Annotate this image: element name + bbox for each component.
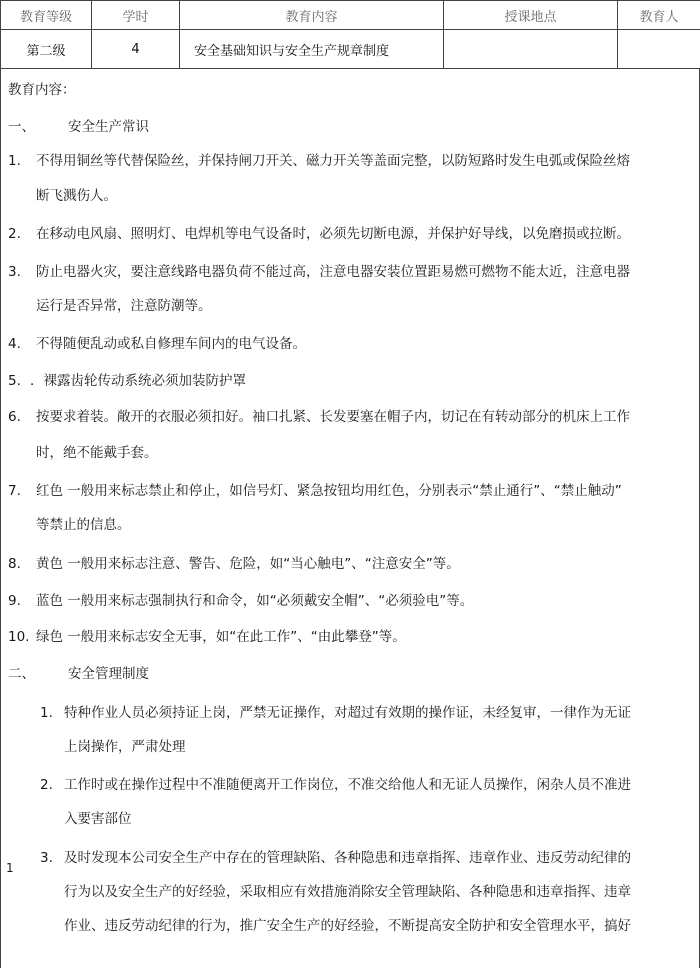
education-info-table — [0, 0, 700, 69]
table-cell: 4 — [92, 30, 180, 69]
list-item-number: 5. — [8, 371, 21, 391]
list-item-text: 行为以及安全生产的好经验，采取相应有效措施消除安全管理缺陷、各种隐患和违章指挥、违章 — [64, 882, 631, 902]
list-item-text: 上岗操作，严肃处理 — [64, 737, 186, 757]
header-cell: 授课地点 — [444, 1, 618, 30]
list-item-number: 1. — [40, 703, 53, 723]
list-item-text: 在移动电风扇、照明灯、电焊机等电气设备时，必须先切断电源，并保护好导线，以免磨损或拉断。 — [36, 224, 630, 244]
list-item-text: 作业、违反劳动纪律的行为，推广安全生产的好经验，不断提高安全防护和安全管理水平，搞好 — [64, 916, 631, 936]
page-number: 1 — [6, 861, 14, 875]
list-item-text: 等禁止的信息。 — [36, 515, 131, 535]
list-item-text: 断飞溅伤人。 — [36, 186, 117, 206]
header-cell: 教育内容 — [180, 1, 444, 30]
list-item-number: 6. — [8, 407, 21, 427]
list-item-text: 防止电器火灾，要注意线路电器负荷不能过高，注意电器安装位置距易燃可燃物不能太近，注意电器 — [36, 262, 630, 282]
list-item-number: 10. — [8, 627, 29, 647]
list-item-number: 2. — [40, 775, 53, 795]
list-item-text: 蓝色 一般用来标志强制执行和命令，如“必须戴安全帽”、“必须验电”等。 — [36, 591, 473, 611]
list-item-text: 运行是否异常，注意防潮等。 — [36, 296, 212, 316]
table-cell: 安全基础知识与安全生产规章制度 — [180, 30, 444, 69]
list-item-number: 1. — [8, 151, 21, 171]
list-item-text: ．裸露齿轮传动系统必须加装防护罩 — [30, 371, 246, 391]
list-item-number: 2. — [8, 224, 21, 244]
list-item-text: 特种作业人员必须持证上岗，严禁无证操作，对超过有效期的操作证，未经复审，一律作为无证 — [64, 703, 631, 723]
header-cell: 教育等级 — [1, 1, 92, 30]
list-item-text: 不得用铜丝等代替保险丝，并保持闸刀开关、磁力开关等盖面完整，以防短路时发生电弧或保险丝熔 — [36, 151, 630, 171]
section-title: 安全管理制度 — [68, 664, 149, 684]
list-item-text: 工作时或在操作过程中不准随便离开工作岗位，不准交给他人和无证人员操作，闲杂人员不准进 — [64, 775, 631, 795]
table-cell — [444, 30, 618, 69]
list-item-number: 3. — [8, 262, 21, 282]
list-item-text: 不得随便乱动或私自修理车间内的电气设备。 — [36, 334, 306, 354]
list-item-number: 3. — [40, 848, 53, 868]
intro-label: 教育内容： — [8, 80, 76, 100]
list-item-text: 及时发现本公司安全生产中存在的管理缺陷、各种隐患和违章指挥、违章作业、违反劳动纪律的 — [64, 848, 631, 868]
list-item-text: 绿色 一般用来标志安全无事，如“在此工作”、“由此攀登”等。 — [36, 627, 406, 647]
table-header-row — [1, 1, 700, 30]
list-item-number: 7. — [8, 481, 21, 501]
list-item-text: 黄色 一般用来标志注意、警告、危险，如“当心触电”、“注意安全”等。 — [36, 554, 460, 574]
list-item-text: 入要害部位 — [64, 809, 132, 829]
section-number: 一、 — [8, 117, 35, 137]
section-title: 安全生产常识 — [68, 117, 149, 137]
list-item-number: 4. — [8, 334, 21, 354]
header-cell: 教育人 — [618, 1, 700, 30]
table-row — [1, 30, 700, 69]
section-number: 二、 — [8, 664, 35, 684]
list-item-text: 红色 一般用来标志禁止和停止，如信号灯、紧急按钮均用红色，分别表示“禁止通行”、“禁止触动” — [36, 481, 622, 501]
header-cell: 学时 — [92, 1, 180, 30]
list-item-text: 时，绝不能戴手套。 — [36, 443, 158, 463]
list-item-number: 9. — [8, 591, 21, 611]
list-item-text: 按要求着装。敞开的衣服必须扣好。袖口扎紧、长发要塞在帽子内，切记在有转动部分的机床上工作 — [36, 407, 630, 427]
table-cell: 第二级 — [1, 30, 92, 69]
table-cell — [618, 30, 700, 69]
list-item-number: 8. — [8, 554, 21, 574]
